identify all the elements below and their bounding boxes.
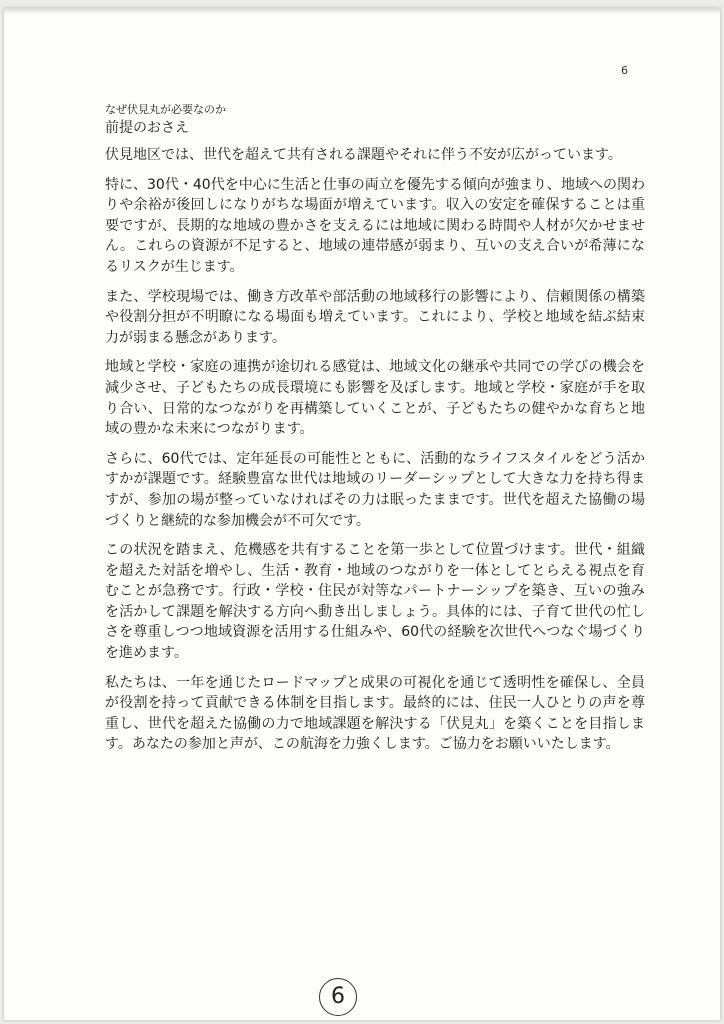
page-number: 6 [621,64,628,77]
paragraph-6: この状況を踏まえ、危機感を共有することを第一歩として位置づけます。世代・組織を超えた対話を増やし、生活・教育・地域のつながりを一体としてとらえる視点を育むことが急務です。行政・学校・住民が対等なパートナーシップを築き、互いの強みを活かして課題を解決する方向へ動き出しましょう。具体的には、子育て世代の忙しさを尊重しつつ地域資源を活用する仕組みや、60代の経験を次世代へつなぐ場づくりを進めます。 [105,542,645,662]
paragraph-4: 地域と学校・家庭の連携が途切れる感覚は、地域文化の継承や共同での学びの機会を減少させ、子どもたちの成長環境にも影響を及ぼします。地域と学校・家庭が手を取り合い、日常的なつながりを再構築していくことが、子どもたちの健やかな育ちと地域の豊かな未来につながります。 [105,359,645,438]
paragraph-3: また、学校現場では、働き方改革や部活動の地域移行の影響により、信頼関係の構築や役割分担が不明瞭になる場面も増えています。これにより、学校と地域を結ぶ結束力が弱まる懸念があります。 [105,288,645,346]
document-page [4,8,720,1020]
paragraph-5: さらに、60代では、定年延長の可能性とともに、活動的なライフスタイルをどう活かすかが課題です。経験豊富な世代は地域のリーダーシップとして大きな力を持ち得ますが、参加の場が整っていなければその力は眠ったままです。世代を超えた協働の場づくりと継続的な参加機会が不可欠です。 [105,450,645,529]
section-heading: 前提のおさえ [105,120,189,136]
main-content [105,102,645,764]
paragraph-7: 私たちは、一年を通じたロードマップと成果の可視化を通じて透明性を確保し、全員が役割を持って貢献できる体制を目指します。最終的には、住民一人ひとりの声を尊重し、世代を超えた協働の力で地域課題を解決する「伏見丸」を築くことを目指します。あなたの参加と声が、この航海を力強くします。ご協力をお願いいたします。 [105,674,645,753]
paragraph-2: 特に、30代・40代を中心に生活と仕事の両立を優先する傾向が強まり、地域への関わりや余裕が後回しになりがちな場面が増えています。収入の安定を確保することは重要ですが、長期的な地域の豊かさを支えるには地域に関わる時間や人材が欠かせません。これらの資源が不足すると、地域の連帯感が弱まり、互いの支え合いが希薄になるリスクが生じます。 [105,176,645,275]
section-subtitle: なぜ伏見丸が必要なのか [105,103,226,116]
paragraph-1: 伏見地区では、世代を超えて共有される課題やそれに伴う不安が広がっています。 [105,147,622,163]
circled-page-number: 6 [319,978,357,1016]
scan-edge [4,8,720,14]
